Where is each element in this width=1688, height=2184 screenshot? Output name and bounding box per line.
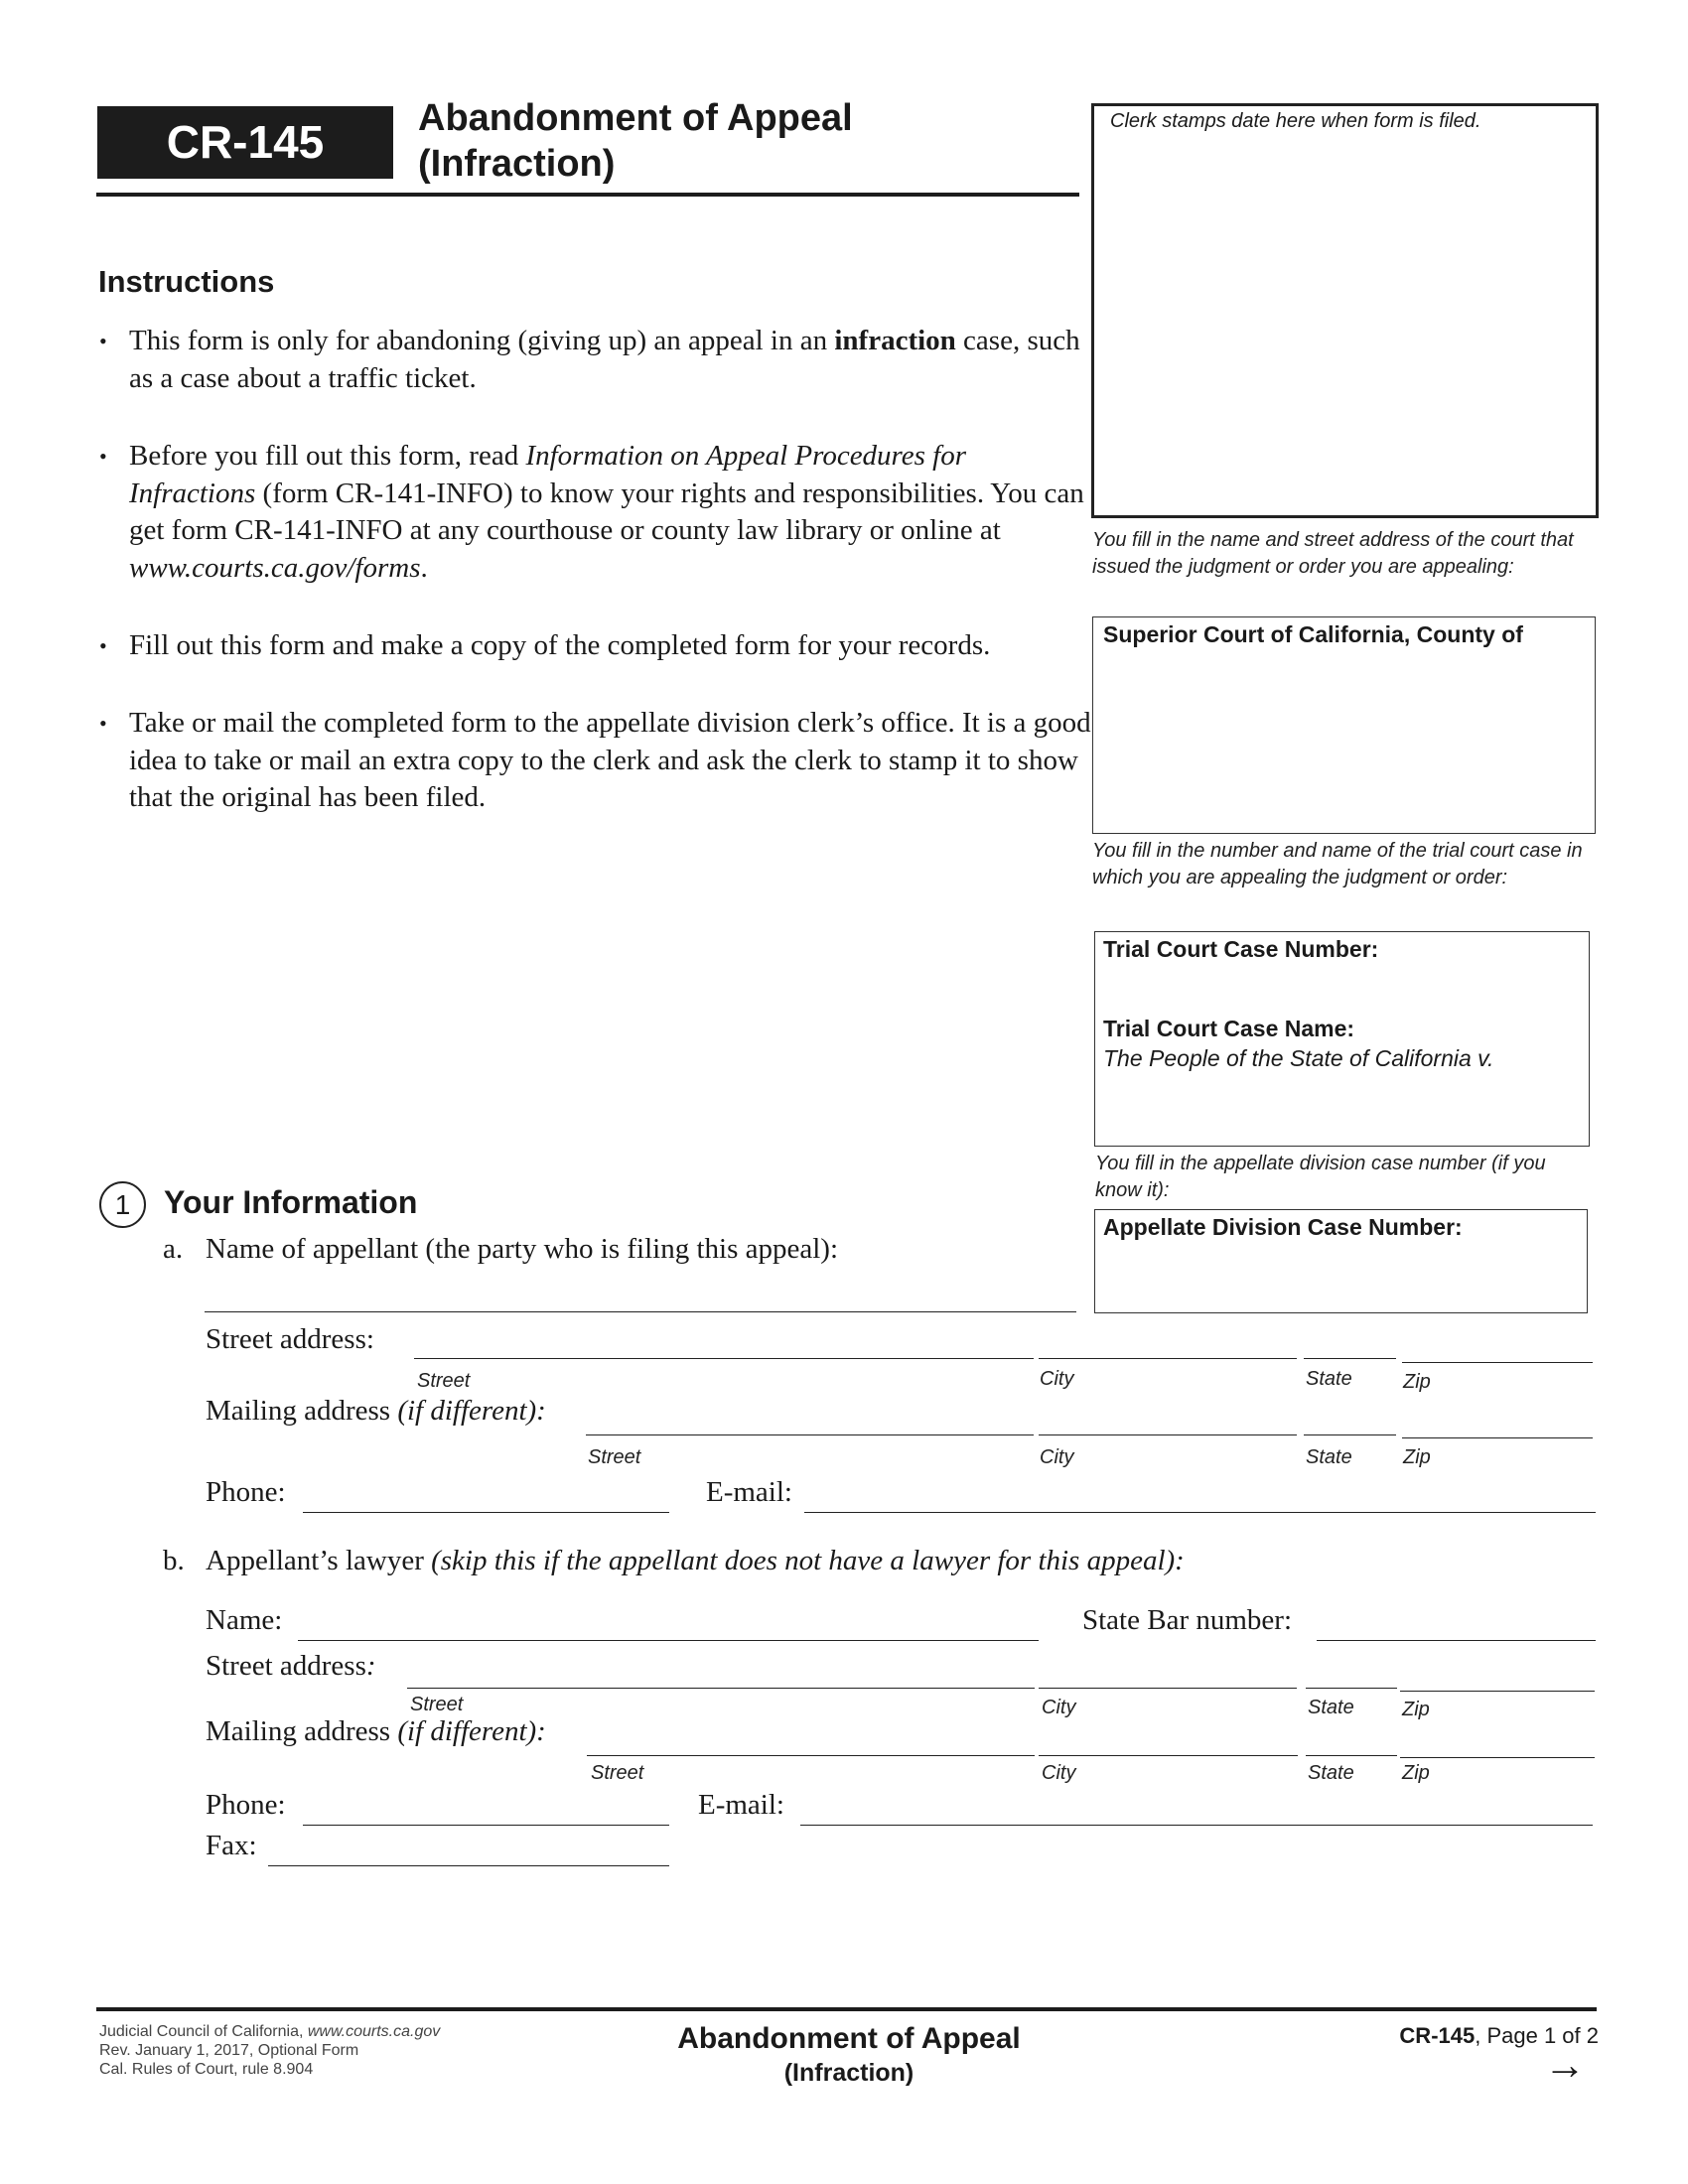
mailing-zip-field[interactable]: [1402, 1437, 1593, 1438]
clerk-stamp-box: [1091, 103, 1599, 518]
bullet-dot: •: [99, 444, 107, 469]
city-field[interactable]: [1039, 1358, 1297, 1359]
trial-case-box: [1094, 931, 1590, 1147]
phone-label: Phone:: [206, 1476, 286, 1508]
form-title-line2: (Infraction): [418, 143, 616, 185]
item-a-marker: a.: [163, 1233, 184, 1265]
lawyer-phone-label: Phone:: [206, 1789, 286, 1821]
bullet-dot: •: [99, 329, 107, 353]
lawyer-email-label: E-mail:: [698, 1789, 784, 1821]
trial-case-name-label: Trial Court Case Name:: [1103, 1016, 1355, 1041]
item-b-marker: b.: [163, 1545, 185, 1576]
section-number-circle: [99, 1181, 146, 1228]
sub-city: City: [1040, 1368, 1074, 1390]
instruction-bullet-4: • Take or mail the completed form to the appellate division clerk’s office. It is a good idea to take or mail an extra copy to the clerk and ask the clerk to stamp it to show that the original has been filed.: [99, 707, 1091, 813]
phone-field[interactable]: [303, 1512, 669, 1513]
state-field[interactable]: [1304, 1358, 1396, 1359]
state-bar-field[interactable]: [1317, 1640, 1596, 1641]
trial-case-note: You fill in the number and name of the trial court case in which you are appealing the judgment or order:: [1092, 840, 1583, 888]
sub-zip: Zip: [1403, 1371, 1431, 1393]
clerk-stamp-label: Clerk stamps date here when form is filed.: [1110, 110, 1481, 132]
mailing-city-field[interactable]: [1039, 1434, 1297, 1435]
sub-zip: Zip: [1402, 1762, 1430, 1784]
email-field[interactable]: [804, 1512, 1596, 1513]
footer-title-line1: Abandonment of Appeal: [677, 2022, 1021, 2055]
bullet-dot: •: [99, 711, 107, 736]
form-id: CR-145: [166, 116, 325, 168]
trial-case-name-prefill: The People of the State of California v.: [1103, 1045, 1494, 1071]
court-name-label: Superior Court of California, County of: [1103, 621, 1523, 647]
court-name-box[interactable]: [1092, 616, 1596, 834]
form-id-badge: [97, 106, 393, 179]
lawyer-street-address-label: Street address:: [206, 1650, 376, 1682]
email-label: E-mail:: [706, 1476, 792, 1508]
next-page-arrow-icon[interactable]: →: [1544, 2041, 1586, 2088]
footer-page-number: , Page 1 of 2: [1475, 2023, 1599, 2048]
lawyer-mailing-street-field[interactable]: [587, 1755, 1035, 1756]
sub-street: Street: [588, 1446, 641, 1468]
mailing-address-label: Mailing address (if different):: [206, 1395, 546, 1427]
footer-line3: Cal. Rules of Court, rule 8.904: [99, 2061, 314, 2078]
trial-case-number-label: Trial Court Case Number:: [1103, 936, 1379, 962]
sub-city: City: [1042, 1762, 1076, 1784]
sub-city: City: [1040, 1446, 1074, 1468]
sub-state: State: [1306, 1446, 1352, 1468]
footer-meta: [99, 2022, 440, 2079]
appellate-case-label: Appellate Division Case Number:: [1103, 1214, 1463, 1240]
footer-title: [596, 2021, 1102, 2089]
state-bar-label: State Bar number:: [1082, 1604, 1293, 1636]
section-number: 1: [114, 1189, 131, 1220]
sub-street: Street: [410, 1694, 464, 1715]
sub-zip: Zip: [1402, 1699, 1430, 1720]
sub-state: State: [1306, 1368, 1352, 1390]
bullet-dot: •: [99, 633, 107, 658]
sub-state: State: [1308, 1762, 1354, 1784]
sub-state: State: [1308, 1697, 1354, 1718]
instruction-bullet-1: • This form is only for abandoning (giving up) an appeal in an infraction case, such as a case about a traffic ticket.: [99, 325, 1080, 394]
lawyer-mailing-address-label: Mailing address (if different):: [206, 1715, 546, 1747]
lawyer-mailing-state-field[interactable]: [1306, 1755, 1397, 1756]
lawyer-label: Appellant’s lawyer (skip this if the appellant does not have a lawyer for this appeal):: [206, 1545, 1185, 1576]
lawyer-name-field[interactable]: [298, 1640, 1039, 1641]
instruction-bullet-2: • Before you fill out this form, read Information on Appeal Procedures for Infractions (form CR-141-INFO) to know your rights and responsibilities. You can get form CR-141-INFO at any courthouse or county law library or online at www.courts.ca.gov/forms.: [99, 440, 1084, 584]
form-title: [418, 95, 853, 187]
trial-case-number-field[interactable]: [1103, 968, 1570, 1008]
sub-street: Street: [417, 1370, 471, 1392]
appellate-note: You fill in the appellate division case number (if you know it):: [1095, 1153, 1546, 1201]
court-note: You fill in the name and street address of the court that issued the judgment or order you are appealing:: [1092, 529, 1574, 578]
mailing-state-field[interactable]: [1304, 1434, 1396, 1435]
footer-form-id: CR-145: [1399, 2023, 1476, 2048]
appellate-case-box[interactable]: [1094, 1209, 1588, 1313]
footer-title-line2: (Infraction): [783, 2059, 914, 2087]
lawyer-mailing-city-field[interactable]: [1039, 1755, 1298, 1756]
mailing-street-field[interactable]: [586, 1434, 1034, 1435]
header-rule: [96, 193, 1079, 197]
lawyer-state-field[interactable]: [1306, 1688, 1397, 1689]
section-title: Your Information: [164, 1184, 418, 1220]
lawyer-street-field[interactable]: [407, 1688, 1035, 1689]
forms-link[interactable]: www.courts.ca.gov/forms: [129, 551, 421, 584]
sub-city: City: [1042, 1697, 1076, 1718]
street-field[interactable]: [414, 1358, 1034, 1359]
sub-street: Street: [591, 1762, 644, 1784]
zip-field[interactable]: [1402, 1362, 1593, 1363]
lawyer-name-label: Name:: [206, 1604, 283, 1636]
footer-line1: Judicial Council of California, www.courts.ca.gov: [99, 2023, 441, 2040]
footer-line2: Rev. January 1, 2017, Optional Form: [99, 2042, 359, 2059]
instruction-bullet-3: • Fill out this form and make a copy of the completed form for your records.: [129, 627, 1092, 665]
street-address-label: Street address:: [206, 1323, 374, 1355]
lawyer-city-field[interactable]: [1039, 1688, 1297, 1689]
sub-zip: Zip: [1403, 1446, 1431, 1468]
form-title-line1: Abandonment of Appeal: [418, 97, 853, 139]
lawyer-phone-field[interactable]: [303, 1825, 669, 1826]
lawyer-fax-field[interactable]: [268, 1865, 669, 1866]
lawyer-mailing-zip-field[interactable]: [1400, 1757, 1595, 1758]
instructions-heading: Instructions: [98, 264, 275, 299]
lawyer-fax-label: Fax:: [206, 1830, 257, 1861]
appellant-name-label: Name of appellant (the party who is filing this appeal):: [206, 1233, 839, 1265]
lawyer-email-field[interactable]: [800, 1825, 1593, 1826]
appellant-name-field[interactable]: [205, 1311, 1076, 1312]
footer-rule: [96, 2007, 1597, 2011]
lawyer-zip-field[interactable]: [1400, 1691, 1595, 1692]
